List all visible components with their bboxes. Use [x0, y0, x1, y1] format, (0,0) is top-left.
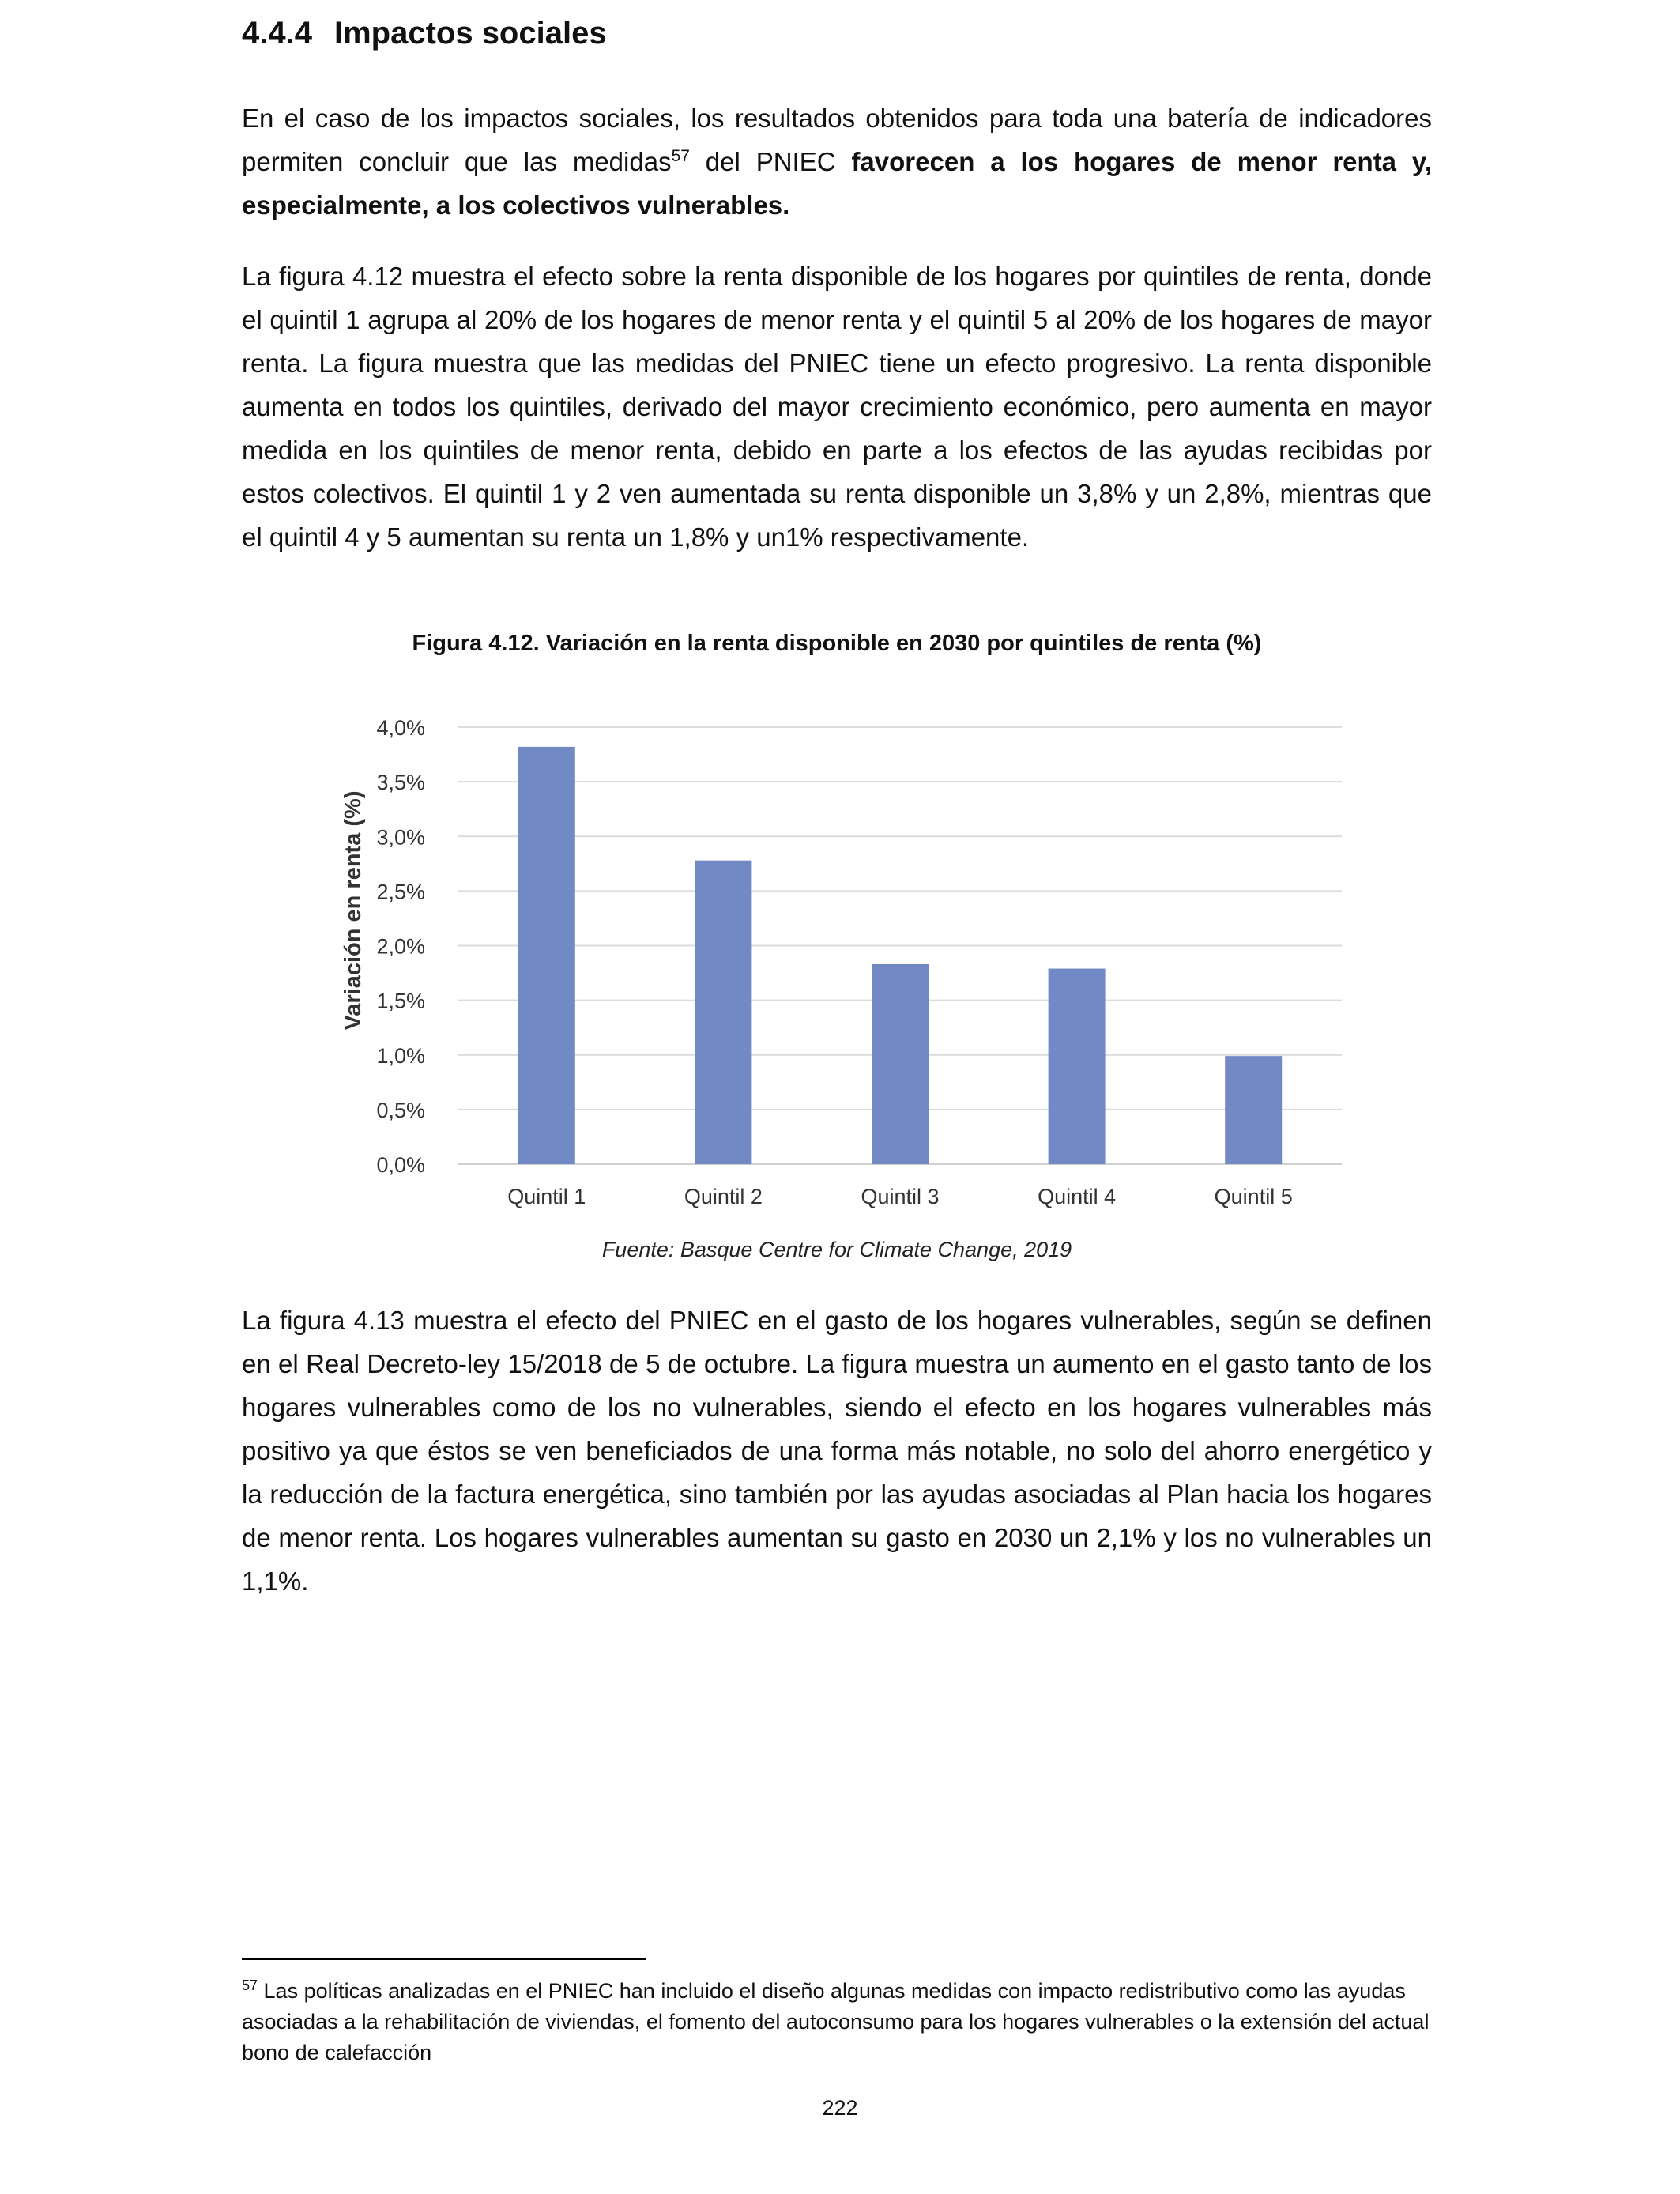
x-tick-label: Quintil 3	[861, 1185, 940, 1208]
y-tick-label: 3,0%	[376, 825, 425, 850]
section-number: 4.4.4	[242, 16, 312, 51]
paragraph-intro-text: En el caso de los impactos sociales, los resultados obtenidos para toda una batería de indicadores permiten concluir que las medidas	[242, 104, 1432, 176]
y-axis-ticks	[376, 716, 425, 1177]
footnote-text: Las políticas analizadas en el PNIEC han incluido el diseño algunas medidas con impacto redistributivo como las ayudas asociadas a la rehabilitación de viviendas, el fomento del autoconsumo para los hogares vulnerables o la extensión del actual bono de calefacción	[242, 1979, 1430, 2064]
x-tick-label: Quintil 2	[684, 1185, 763, 1208]
y-tick-label: 1,5%	[376, 989, 425, 1013]
bar-1	[518, 747, 575, 1164]
page-number: 222	[822, 2096, 858, 2120]
footnote-divider	[242, 1958, 646, 1960]
paragraph-figure-description: La figura 4.12 muestra el efecto sobre la renta disponible de los hogares por quintiles de renta, donde el quintil 1 agrupa al 20% de los hogares de menor renta y el quintil 5 al 20% de los hogares de mayor renta. La figura muestra que las medidas del PNIEC tiene un efecto progresivo. La renta disponible aumenta en todos los quintiles, derivado del mayor crecimiento económico, pero aumenta en mayor medida en los quintiles de menor renta, debido en parte a los efectos de las ayudas recibidas por estos colectivos. El quintil 1 y 2 ven aumentada su renta disponible un 3,8% y un 2,8%, mientras que el quintil 4 y 5 aumentan su renta un 1,8% y un1% respectivamente.	[242, 262, 1432, 552]
y-tick-label: 2,5%	[376, 880, 425, 904]
y-tick-label: 3,5%	[376, 771, 425, 795]
y-tick-label: 4,0%	[376, 716, 425, 740]
figure-title: Figura 4.12. Variación en la renta disponible en 2030 por quintiles de renta (%)	[412, 631, 1262, 656]
x-tick-label: Quintil 4	[1038, 1185, 1117, 1208]
footnote-reference[interactable]: 57	[671, 147, 690, 165]
x-tick-label: Quintil 1	[507, 1185, 586, 1208]
bar-2	[695, 861, 751, 1164]
y-tick-label: 0,0%	[376, 1153, 425, 1177]
chart-bars	[518, 747, 1282, 1164]
y-axis-label: Variación en renta (%)	[341, 790, 366, 1031]
paragraph-intro-text-2: del PNIEC	[689, 147, 852, 176]
paragraph-intro-bold: favorecen a los hogares de menor renta y, especialmente, a los colectivos vulnerables.	[242, 147, 1432, 220]
bar-4	[1049, 969, 1106, 1164]
section-title: Impactos sociales	[333, 16, 607, 51]
x-axis-ticks	[507, 1185, 1292, 1208]
section-heading	[242, 16, 1427, 51]
footnote-mark: 57	[242, 1977, 258, 1993]
footnote	[242, 1976, 1432, 2068]
bar-3	[872, 964, 929, 1164]
bar-5	[1225, 1056, 1282, 1164]
x-tick-label: Quintil 5	[1214, 1185, 1293, 1208]
bar-chart	[316, 696, 1383, 1217]
figure-source: Fuente: Basque Centre for Climate Change, 2019	[601, 1238, 1072, 1261]
y-tick-label: 0,5%	[376, 1098, 425, 1122]
paragraph-intro	[242, 96, 1432, 227]
paragraph-vulnerable-households: La figura 4.13 muestra el efecto del PNIEC en el gasto de los hogares vulnerables, según se definen en el Real Decreto-ley 15/2018 de 5 de octubre. La figura muestra un aumento en el gasto tanto de los hogares vulnerables como de los no vulnerables, siendo el efecto en los hogares vulnerables más positivo ya que éstos se ven beneficiados de una forma más notable, no solo del ahorro energético y la reducción de la factura energética, sino también por las ayudas asociadas al Plan hacia los hogares de menor renta. Los hogares vulnerables aumentan su gasto en 2030 un 2,1% y los no vulnerables un 1,1%.	[242, 1306, 1432, 1596]
y-tick-label: 1,0%	[376, 1043, 425, 1068]
y-tick-label: 2,0%	[376, 934, 425, 959]
